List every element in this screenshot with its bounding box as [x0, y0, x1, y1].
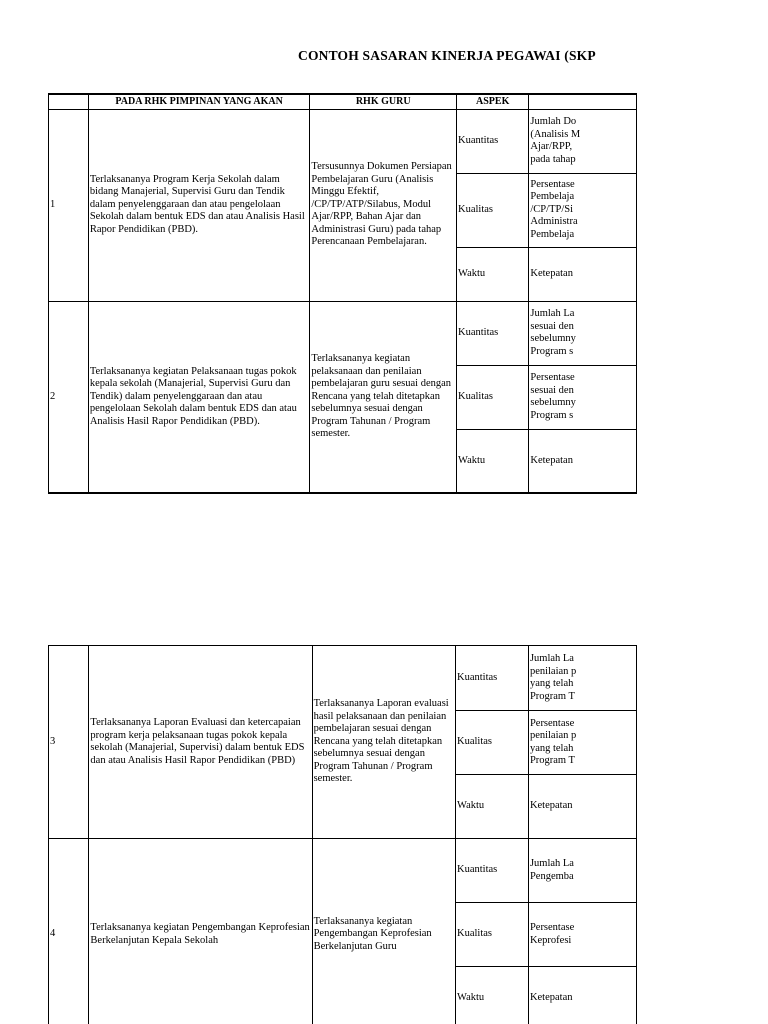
indikator-line: Program s [530, 409, 574, 421]
indikator-line: Ajar/RPP, [530, 141, 573, 152]
aspek-cell: Kuantitas [457, 301, 529, 365]
row-number: 1 [49, 109, 89, 301]
indikator-line: pada tahap [530, 153, 576, 165]
indikator-line: (Analisis M [530, 128, 581, 140]
aspek-cell: Kuantitas [456, 646, 529, 711]
aspek-cell: Waktu [456, 775, 529, 839]
rhk-pimpinan-cell: Terlaksananya kegiatan Pelaksanaan tugas pokok kepala sekolah (Manajerial, Supervisi Guru dan Tendik) dalam penyelenggaraan dan atau pengelolaan Sekolah dalam bentuk EDS dan atau Analisis Hasil Rapor Pendidikan (PBD). [88, 301, 310, 493]
table-row [49, 646, 637, 711]
rhk-guru-cell: Terlaksananya Laporan evaluasi hasil pelaksanaan dan penilaian pembelajaran sesuai dengan Rencana yang telah ditetapkan sebelumnya sesuai dengan Program Tahunan / Program semester. [312, 646, 455, 839]
indikator-line: Ketepatan [529, 992, 573, 1004]
table-header-row [49, 94, 637, 109]
aspek-cell: Kualitas [457, 365, 529, 429]
indikator-cell [528, 775, 636, 839]
indikator-line: Ketepatan [530, 454, 573, 466]
indikator-cell [529, 173, 637, 247]
indikator-line: Persentase [530, 372, 575, 383]
indikator-line: Jumlah Do [530, 116, 577, 127]
indikator-line: penilaian p [529, 730, 577, 741]
indikator-cell [529, 301, 637, 365]
row-number: 4 [49, 839, 89, 1024]
skp-table-top-container [0, 93, 637, 494]
indikator-cell [528, 711, 636, 775]
indikator-line: penilaian p [529, 665, 577, 677]
rhk-pimpinan-cell: Terlaksananya Laporan Evaluasi dan ketercapaian program kerja pelaksanaan tugas pokok kepala sekolah (Manajerial, Supervisi) dalam bentuk EDS dan atau Analisis Hasil Rapor Pendidikan (PBD) [89, 646, 312, 839]
header-no [49, 94, 89, 109]
indikator-line: yang telah [529, 678, 574, 689]
indikator-line: Pengemba [529, 870, 574, 882]
indikator-line: Program s [530, 345, 574, 357]
header-rhk-pimpinan: PADA RHK PIMPINAN YANG AKAN [88, 94, 310, 109]
indikator-cell [528, 646, 636, 711]
indikator-line: Pembelaja [530, 191, 575, 203]
indikator-line: Program T [529, 690, 575, 702]
indikator-line: Keprofesi [529, 934, 572, 946]
skp-table-top [48, 93, 637, 494]
aspek-cell: Waktu [456, 967, 529, 1024]
aspek-cell: Waktu [457, 247, 529, 301]
indikator-cell [528, 903, 636, 967]
aspek-cell: Kualitas [456, 711, 529, 775]
indikator-line: sebelumny [530, 397, 576, 408]
rhk-pimpinan-cell: Terlaksananya Program Kerja Sekolah dalam bidang Manajerial, Supervisi Guru dan Tendik dalam penyelenggaraan dan atau pengelolaan Sekolah dalam bentuk EDS dan atau Analisis Hasil Rapor Pendidikan (PBD). [88, 109, 310, 301]
indikator-line: sesuai den [530, 384, 574, 396]
rhk-guru-cell: Terlaksananya kegiatan Pengembangan Keprofesian Berkelanjutan Guru [312, 839, 455, 1024]
header-aspek: ASPEK [457, 94, 529, 109]
aspek-cell: Kualitas [457, 173, 529, 247]
aspek-cell: Kuantitas [456, 839, 529, 903]
indikator-line: Ketepatan [529, 800, 573, 812]
rhk-guru-cell: Tersusunnya Dokumen Persiapan Pembelajaran Guru (Analisis Minggu Efektif, /CP/TP/ATP/Silabus, Modul Ajar/RPP, Bahan Ajar dan Administrasi Guru) pada tahap Perencanaan Pembelajaran. [310, 109, 457, 301]
indikator-line: Program T [529, 755, 575, 766]
indikator-line: Jumlah La [529, 858, 574, 869]
rhk-pimpinan-cell: Terlaksananya kegiatan Pengembangan Keprofesian Berkelanjutan Kepala Sekolah [89, 839, 312, 1024]
aspek-cell: Kuantitas [457, 109, 529, 173]
row-number: 2 [49, 301, 89, 493]
indikator-line: sebelumny [530, 333, 576, 344]
indikator-line: Administra [530, 216, 578, 228]
header-rhk-guru: RHK GURU [310, 94, 457, 109]
table-row [49, 109, 637, 173]
indikator-cell [529, 109, 637, 173]
table-row [49, 301, 637, 365]
indikator-line: Persentase [530, 178, 575, 190]
indikator-cell [529, 247, 637, 301]
indikator-line: Persentase [529, 922, 575, 933]
skp-table-bottom [48, 645, 637, 1024]
indikator-line: Ketepatan [530, 267, 573, 279]
table-row [49, 839, 637, 903]
indikator-line: sesuai den [530, 320, 574, 332]
indikator-cell [528, 967, 636, 1024]
aspek-cell: Waktu [457, 429, 529, 493]
row-number: 3 [49, 646, 89, 839]
indikator-cell [529, 429, 637, 493]
indikator-line: Pembelaja [530, 228, 575, 240]
skp-table-bottom-container [0, 645, 637, 1024]
indikator-line: yang telah [529, 742, 574, 754]
indikator-line: Jumlah La [529, 653, 574, 664]
indikator-cell [528, 839, 636, 903]
indikator-line: Jumlah La [530, 308, 575, 319]
indikator-cell [529, 365, 637, 429]
indikator-line: Persentase [529, 717, 575, 729]
aspek-cell: Kualitas [456, 903, 529, 967]
page-title: CONTOH SASARAN KINERJA PEGAWAI (SKP [298, 48, 596, 63]
header-indikator [529, 94, 637, 109]
indikator-line: /CP/TP/Si [530, 203, 573, 215]
rhk-guru-cell: Terlaksananya kegiatan pelaksanaan dan penilaian pembelajaran guru sesuai dengan Rencana yang telah ditetapkan sebelumnya sesuai dengan Program Tahunan / Program semester. [310, 301, 457, 493]
